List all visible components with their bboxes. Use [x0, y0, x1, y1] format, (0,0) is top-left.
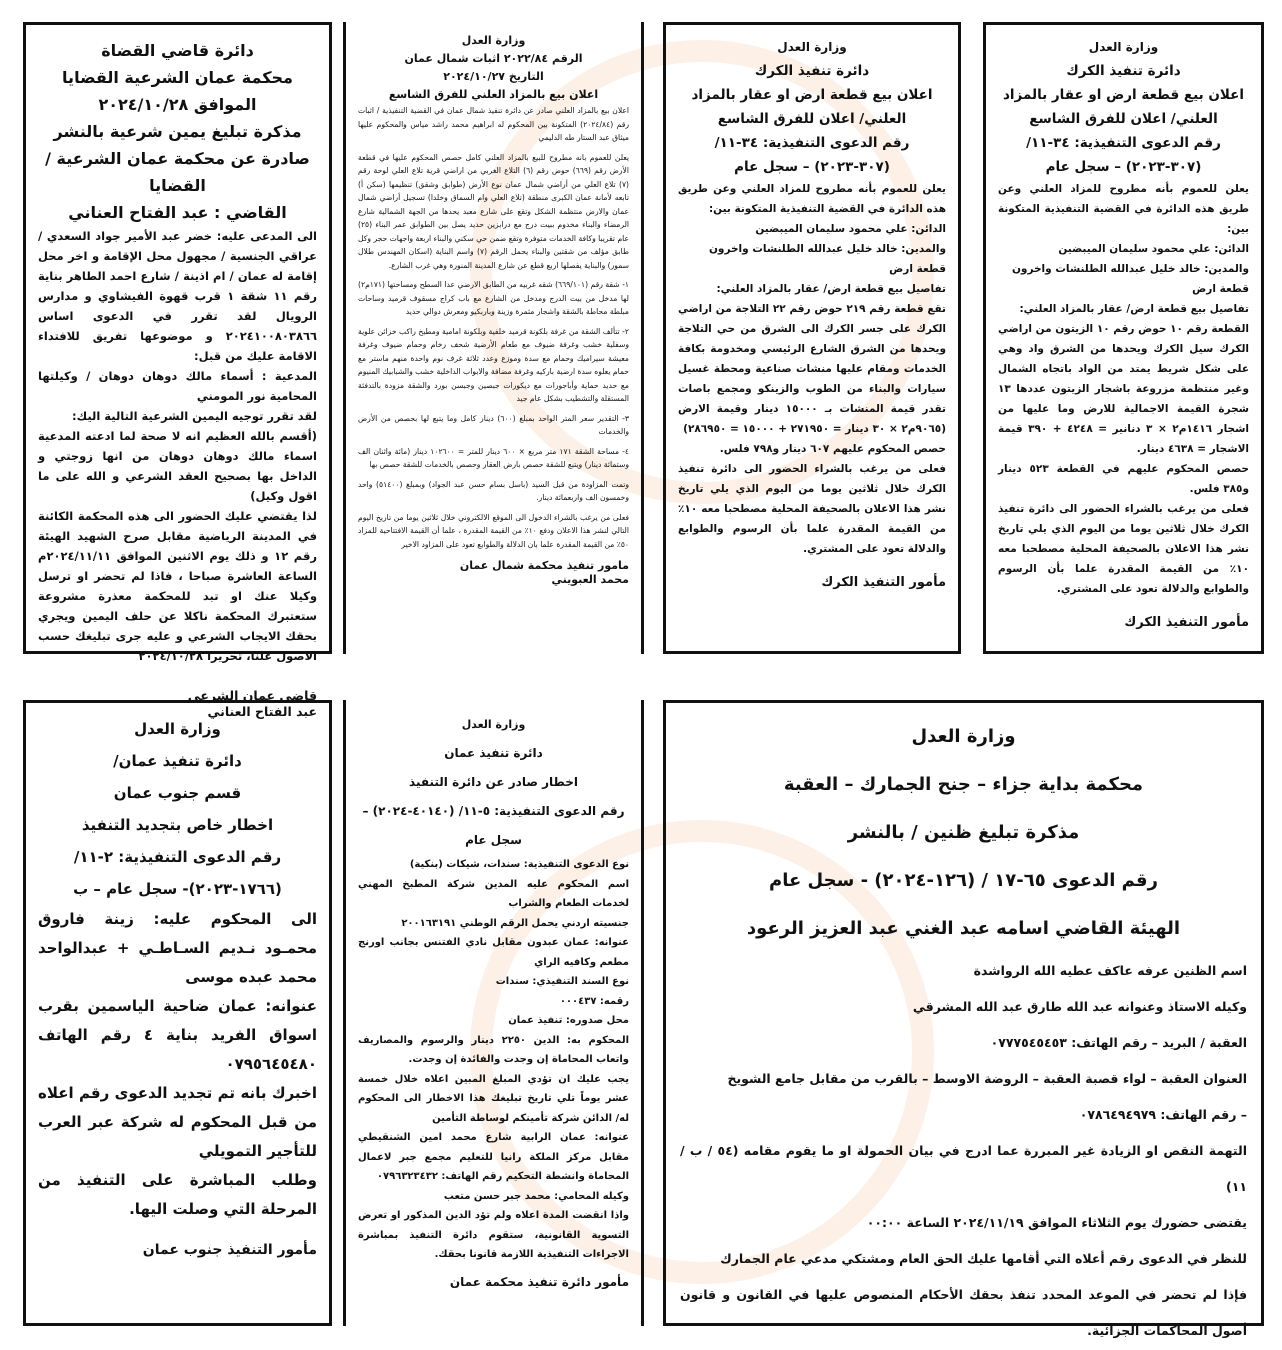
notice-heading: مذكرة تبليغ ظنين / بالنشر	[847, 822, 1080, 843]
notice-paragraph: عنوانه: عمان عبدون مقابل نادي الفتنس بجانب اورنج مطعم وكافيه الراي	[358, 937, 629, 968]
notice-paragraph: اخبرك بانه تم تجديد الدعوى رقم اعلاه من قبل المحكوم له شركة عبر العرب للتأجير التمويلي	[38, 1084, 317, 1160]
notice-paragraph: حصص المحكوم عليهم في القطعة ٥٢٣ دينار و٣٨٥ فلس.	[998, 463, 1249, 495]
notice-heading: اعلان بيع بالمزاد العلني للفرق الشاسع	[388, 88, 599, 101]
notice-paragraph: ١- شقة رقم (٦٦٩/١٠١) شقه غربيه من الطابق الارضي عدا السطح ومساحتها (١٧١م٢) لها مدخل من بيت الدرج ومدخل من الشارع مع باب كراج مسقوف قرميد وساحات مبلطة محاطة بالشقة واشجار مثمرة وزينة وباربكيو ومعرش دوالي حديد	[358, 280, 629, 316]
notice-paragraph: لقد تقرر توجيه اليمين الشرعية التالية اليك:	[72, 409, 317, 423]
notice-heading: وزارة العدل	[461, 34, 526, 47]
notice-heading: وزارة العدل	[461, 718, 526, 731]
notice-paragraph: وطلب المباشرة على التنفيذ من المرحلة التي وصلت اليها.	[38, 1171, 317, 1218]
notice-paragraph: والمدين: خالد خليل عبدالله الطلنشات واخرون	[708, 243, 946, 255]
notice-paragraph: واذا انقضت المدة اعلاه ولم تؤد الدين المذكور او تعرض التسوية القانونية، ستقوم دائرة التنفيذ بمباشرة الاجراءات التنفيذية اللازمة قانونا بحقك.	[358, 1210, 629, 1260]
notice-paragraph: فعلى من يرغب بالشراء الحضور الى دائرة تنفيذ الكرك خلال ثلاثين يوما من اليوم الذي يلي تاريخ نشر هذا الاعلان بالصحيفة المحلية مصطحبا معه ١٠٪ من القيمة المقدرة علما بأن الرسوم والطوابع والدلالة تعود على المشتري.	[998, 503, 1249, 595]
notice-signature: مأمور دائرة تنفيذ محكمة عمان	[449, 1274, 629, 1289]
notice-heading: اعلان بيع قطعة ارض او عقار بالمزاد العلني/ اعلان للفرق الشاسع	[691, 87, 933, 127]
notice-signature: مأمور التنفيذ الكرك	[821, 575, 946, 590]
notice-sharia-court-oath	[23, 22, 332, 719]
notice-paragraph: نوع الدعوى التنفيذية: سندات، شيكات (بنكية)	[409, 859, 629, 870]
notice-heading: وزارة العدل	[134, 720, 221, 738]
notice-heading: دائرة تنفيذ عمان	[444, 746, 543, 760]
notice-heading: دائرة تنفيذ الكرك	[754, 63, 870, 79]
notice-paragraph: القطعة رقم ١٠ حوض رقم ١٠ الزيتون من اراضي الكرك سيل الكرك ويحدها من الشرق واد وهي على شكل شريط يمتد من الواد باتجاه الشمال وغير منتظمة مزروعة باشجار الزيتون عددها ١٣ شجرة القيمة الاجمالية للارض وما عليها من اشجار ١٤١٦م٢ × ٣ دنانير = ٤٢٤٨ + ٣٩٠ قيمة الاشجار = ٤٦٣٨ دينار.	[998, 323, 1250, 455]
notice-heading: محكمة بداية جزاء – جنح الجمارك – العقبة	[783, 774, 1144, 795]
notice-signature: مأمور التنفيذ الكرك	[1124, 615, 1249, 630]
notice-north-amman-auction	[343, 22, 644, 654]
notice-paragraph: اسم الظنين عرفه عاكف عطيه الله الرواشدة	[973, 963, 1247, 978]
notice-paragraph: يعلن للعموم بأنه مطروح للمزاد العلني وعن طريق هذه الدائرة في القضية التنفيذية المتكونة بين:	[998, 183, 1249, 235]
notice-paragraph: وتمت المزاودة من قبل السيد (باسل بسام حسن عبد الجواد) وبمبلغ (٥١٤٠٠) واحد وخمسون الف واربعمائة دينار.	[358, 479, 629, 502]
notice-paragraph: فإذا لم تحضر في الموعد المحدد تنفذ بحقك الأحكام المنصوص عليها في القانون و قانون أصول المحاكمات الجزائية.	[680, 1287, 1247, 1338]
notice-paragraph: وكيله الاستاذ وعنوانه عبد الله طارق عبد الله المشرقي	[912, 999, 1247, 1014]
notice-signature: محمد العبويني	[551, 573, 629, 586]
notice-paragraph: محل صدوره: تنفيذ عمان	[508, 1015, 629, 1026]
notice-heading: دائرة قاضي القضاة	[101, 41, 254, 60]
notice-paragraph: لذا يقتضي عليك الحضور الى هذه المحكمة الكائنة في المدينة الرياضية مقابل صرح الشهيد الهيئة رقم ١٢ و ذلك يوم الاثنين الموافق ٢٠٢٤/١١/١١م الساعة العاشرة صباحا ، فاذا لم تحضر او ترسل وكيلا عنك او تبد للمحكمة معذرة مشروعة ستعتبرك المحكمة ناكلا عن حلف اليمين ويجري بحقك الايجاب الشرعي و عليه جرى تبليغك حسب الاصول علنا، تحريرا ٢٠٢٤/١٠/٢٨	[38, 509, 317, 663]
notice-heading: الرقم ٢٠٢٢/٨٤ اثبات شمال عمان	[404, 52, 583, 65]
notice-signature: مأمور التنفيذ جنوب عمان	[142, 1242, 317, 1258]
notice-paragraph: للنظر في الدعوى رقم أعلاه التي أقامها عليك الحق العام ومشتكي مدعي عام الجمارك	[720, 1251, 1247, 1266]
notice-heading: رقم الدعوى التنفيذية: ٣٤-١١/ (٣٠٧-٢٠٢٣) – سجل عام	[714, 135, 910, 175]
notice-paragraph: المدعية : أسماء مالك دوهان دوهان / وكيلتها المحامية نور المومني	[38, 369, 317, 403]
notice-paragraph: رقمه: ٠٠٠٤٣٧	[559, 995, 629, 1007]
notice-paragraph: عنوانه: عمان ضاحية الياسمين بقرب اسواق الفريد بناية ٤ رقم الهاتف ٠٧٩٥٦٤٥٤٨٠	[38, 997, 317, 1073]
notice-paragraph: اعلان بيع بالمزاد العلني صادر عن دائرة تنفيذ شمال عمان في القضية التنفيذية / اثبات رقم (٢٠٢٤/٨٤) المتكونة بين المحكوم له ابراهيم محمد راشد مياس والمحكوم عليها ميثاق عبد الستار طه الدليمي	[358, 106, 630, 142]
notice-paragraph: تقع قطعة رقم ٢١٩ حوض رقم ٢٢ التلاجة من اراضي الكرك على جسر الكرك الى الشرق من حي التلاجة ويحدها من الشرق الشارع الرئيسي ومخدومة بكافة الخدمات ومقام عليها منشات صناعية ومحطة غسيل سيارات والبناء من الطوب والزينكو ومجمع باصات تقدر قيمة المنشات بـ ١٥٠٠٠ دينار وقيمة الارض (٩٠٦٥م٢ × ٣٠ دينار = ٢٧١٩٥٠ + ١٥٠٠٠ = ٢٨٦٩٥٠)	[678, 303, 946, 435]
notice-paragraph: المحكوم به: الدين ٢٢٥٠ دينار والرسوم والمصاريف واتعاب المحاماة إن وجدت والفائدة إن وجدت.	[358, 1034, 630, 1065]
notice-paragraph: فعلى من يرغب بالشراء الحضور الى دائرة تنفيذ الكرك خلال ثلاثين يوما من اليوم الذي يلي تاريخ نشر هذا الاعلان بالصحيفة المحلية مصطحبا معه ١٠٪ من القيمة المقدرة علما بأن الرسوم والطوابع والدلالة تعود على المشتري.	[678, 463, 946, 555]
notice-paragraph: الدائن: علي محمود سليمان الميبضين	[1058, 243, 1249, 255]
notice-paragraph: ٢- تتألف الشقة من غرفة بلكونة قرميد خلفية وبلكونة امامية ومطبخ راكب خزائن علوية وسفلية خشب وغرفة ضيوف مع طعام الأرضية شحف رخام وحمام ضيوف وغرفة معيشة سيراميك وحمام مع سدة وموزع وعدد ثلاثة غرف نوم واحدة منهم ماستر مع حمام يعلوه سدة ارضية باركيه وغرفة مضافة والابواب الداخلية خشب والشبابيك المنيوم مع حديد حماية وأباجورات مع ديكورات جبصين وجبسن بورد والشقة مزودة بالتدفئة المستقلة والتشطيب بشكل عام جيد	[358, 326, 629, 403]
notice-paragraph: ٣- التقدير سعر المتر الواحد بمبلغ (٦٠٠) دينار كامل وما يتبع لها بحصص من الأرض والخدمات	[358, 413, 629, 436]
notice-heading: وزارة العدل	[1088, 40, 1159, 54]
notice-paragraph: وكيله المحامي: محمد جبر حسن متعب	[443, 1190, 629, 1202]
notice-heading: الموافق ٢٠٢٤/١٠/٢٨	[98, 95, 257, 114]
notice-paragraph: ٤- مساحة الشقة ١٧١ متر مربع × ٦٠٠ دينار للمتر = ١٠٢٦٠٠ دينار (مائة واثنان الف وستمائة دينار) ويتبع للشقة حصص بارض العقار وحصص بالخدمات للشقة حصص بها	[358, 446, 630, 469]
notice-paragraph: نوع السند التنفيذي: سندات	[495, 976, 629, 987]
notice-paragraph: والمدين: خالد خليل عبدالله الطلنشات واخرون	[1011, 263, 1249, 275]
notice-paragraph: فعلى من يرغب بالشراء الدخول الى الموقع الالكتروني خلال ثلاثين يوما من تاريخ اليوم التالي لنشر هذا الاعلان ودفع ١٠٪ من القيمة المقدرة ، علما أن القيمة الافتتاحية للمزاد ٥٠٪ من القيمة المقدرة علما بان الدلالة والطوابع تعود على المزاود الاخير	[358, 512, 629, 549]
notice-heading: رقم الدعوى التنفيذية: ٢-١١/ (١٧٦٦-٢٠٢٣)- سجل عام – ب	[73, 848, 282, 898]
notice-paragraph: عنوانه: عمان الرابية شارع محمد امين الشنقيطي مقابل مركز الملكة رانيا للتعليم مجمع جبر لاعمال المحاماة وانشطة التحكيم رقم الهاتف: ٠٧٩٦٣٢٣٤٣٢	[358, 1132, 629, 1182]
notice-paragraph: يقتضى حضورك يوم الثلاثاء الموافق ٢٠٢٤/١١/١٩ الساعة ٠٠:٠٠	[866, 1215, 1247, 1230]
notice-heading: دائرة تنفيذ عمان/	[113, 752, 242, 770]
notice-paragraph: العنوان العقبة – لواء قصبة العقبة – الروضة الاوسط – بالقرب من مقابل جامع الشويخ	[727, 1071, 1247, 1086]
notice-aqaba-customs-court	[663, 700, 1264, 1338]
notice-paragraph: تفاصيل بيع قطعة ارض/ عقار بالمزاد العلني:	[1019, 303, 1249, 315]
notice-paragraph: يعلن للعموم بانه مطروح للبيع بالمزاد العلني كامل حصص المحكوم عليها في قطعة الأرض رقم (٦٦٩) حوض رقم (٦) التلاع الغربي من اراضي قرية تلاع العلي لوحة رقم (٧) تلاع العلي من أراضي شمال عمان نوع الأرض (طوابق وشقق) تنظيمها (سكن أ) تابعه لأمانة عمان الكبرى منطقة (تلاع العلي وام السماق وخلدا) تسجيل أراضي شمال عمان والارض منتظمة الشكل وتقع على شارع معبد يحدها من الجهة الشمالية شارع الرمضاء والبناء مخدوم ببيت درج مع درابزين حديد يصل بين الطوابق عمر البناء (٢٥) عام تقريبا وكافة الخدمات متوفرة وتقع ضمن حي سكني والبناء اربعة واجهات حجر وكل طابق مؤلف من شقتين والبناء يحمل الرقم (٧) واسم البناية (اسكان المهندس طلال سمور) والبناية يفصلها اربع قطع عن شارع المدينة المنورة وهي غرب الشارع.	[358, 152, 629, 270]
notice-heading: القاضي : عبد الفتاح العناني	[68, 203, 287, 222]
notice-paragraph: يجب عليك ان تؤدي المبلغ المبين اعلاه خلال خمسة عشر يوماً تلي تاريخ تبليغك هذا الاخطار الى المحكوم له/ الدائن شركة تأمينكم لوساطة التأمين	[358, 1073, 629, 1124]
notice-signature: عبد الفتاح العناني	[207, 704, 317, 719]
notice-heading: وزارة العدل	[777, 40, 847, 54]
notice-heading: رقم الدعوى التنفيذية: ٣٤-١١/ (٣٠٧-٢٠٢٣) – سجل عام	[1026, 135, 1221, 175]
notice-signature: قاضي عمان الشرعي	[187, 688, 317, 703]
notice-karak-auction-1	[983, 22, 1264, 654]
notice-heading: اخطار صادر عن دائرة التنفيذ	[409, 775, 578, 789]
notice-heading: دائرة تنفيذ الكرك	[1066, 63, 1181, 79]
notice-paragraph: الدائن: علي محمود سليمان الميبضين	[755, 223, 946, 235]
notice-heading: مذكرة تبليغ يمين شرعية بالنشر صادرة عن محكمة عمان الشرعية / القضايا	[45, 122, 310, 195]
notice-heading: التاريخ ٢٠٢٤/١٠/٢٧	[443, 70, 544, 83]
notice-heading: محكمة عمان الشرعية القضايا	[62, 68, 293, 87]
notice-heading: قسم جنوب عمان	[113, 784, 242, 802]
notice-paragraph: قطعة ارض	[1192, 283, 1249, 295]
notice-karak-auction-2	[663, 22, 961, 654]
notice-paragraph: حصص المحكوم عليهم ٦٠٧ دينار و٧٩٨ فلس.	[719, 443, 946, 455]
notice-signature: مامور تنفيذ محكمة شمال عمان	[459, 559, 629, 572]
notice-paragraph: اسم المحكوم عليه المدين شركة المطبخ المهني لخدمات الطعام والشراب	[358, 878, 629, 909]
notice-paragraph: الى المدعى عليه: خضر عبد الأمير جواد السعدي / عراقي الجنسية / مجهول محل الإقامة و اخر محل إقامة له عمان / ام اذينة / شارع احمد الطاهر بناية رقم ١١ شقة ١ قرب قهوة الفيشاوي و مدارس الرويال لقد تقرر في الدعوى اساس ٢٠٢٤١٠٠٨٠٣٨٦٦ و موضوعها تفريق للافتداء الاقامة عليك من قبل:	[38, 229, 317, 363]
notice-paragraph: جنسيته اردني يحمل الرقم الوطني ٢٠٠١٦٣١٩١	[401, 917, 629, 929]
notice-heading: اعلان بيع قطعة ارض او عقار بالمزاد العلني/ اعلان للفرق الشاسع	[1003, 87, 1244, 127]
notice-paragraph: (أقسم بالله العظيم انه لا صحة لما ادعته المدعية اسماء مالك دوهان دوهان من انها زوجتي و الداخل بها بصحيح العقد الشرعي و الله على ما اقول وكيل)	[38, 429, 317, 503]
notice-paragraph: يعلن للعموم بأنه مطروح للمزاد العلني وعن طريق هذه الدائرة في القضية التنفيذية المتكونة بين:	[678, 183, 946, 215]
notice-heading: اخطار خاص بتجديد التنفيذ	[81, 816, 274, 834]
notice-amman-execution	[343, 700, 644, 1326]
notice-heading: رقم الدعوى التنفيذية: ٥-١١/ (٤٠١٤٠-٢٠٢٤) – سجل عام	[362, 804, 625, 847]
notice-paragraph: – رقم الهاتف: ٠٧٨٦٤٩٤٩٧٩	[1079, 1107, 1247, 1122]
notice-paragraph: تفاصيل بيع قطعة ارض/ عقار بالمزاد العلني:	[716, 283, 946, 295]
notice-paragraph: قطعة ارض	[889, 263, 946, 275]
notice-heading: وزارة العدل	[911, 726, 1016, 747]
notice-paragraph: التهمة النقص او الزيادة غير المبررة عما ادرج في بيان الحمولة او ما يقوم مقامه (٥٤ / ب / ١١)	[680, 1143, 1248, 1194]
notice-south-amman-renewal	[23, 700, 332, 1326]
notice-heading: رقم الدعوى ٦٥-١٧ / (١٢٦-٢٠٢٤) - سجل عام	[769, 870, 1158, 891]
notice-heading: الهيئة القاضي اسامه عبد الغني عبد العزيز الرعود	[746, 918, 1181, 939]
notice-paragraph: العقبة / البريد – رقم الهاتف: ٠٧٧٧٥٤٥٤٥٣	[990, 1035, 1247, 1050]
notice-paragraph: الى المحكوم عليه: زينة فاروق محمـود نـديم السـاطـي + عبدالواحد محمد عبده موسى	[38, 910, 317, 986]
